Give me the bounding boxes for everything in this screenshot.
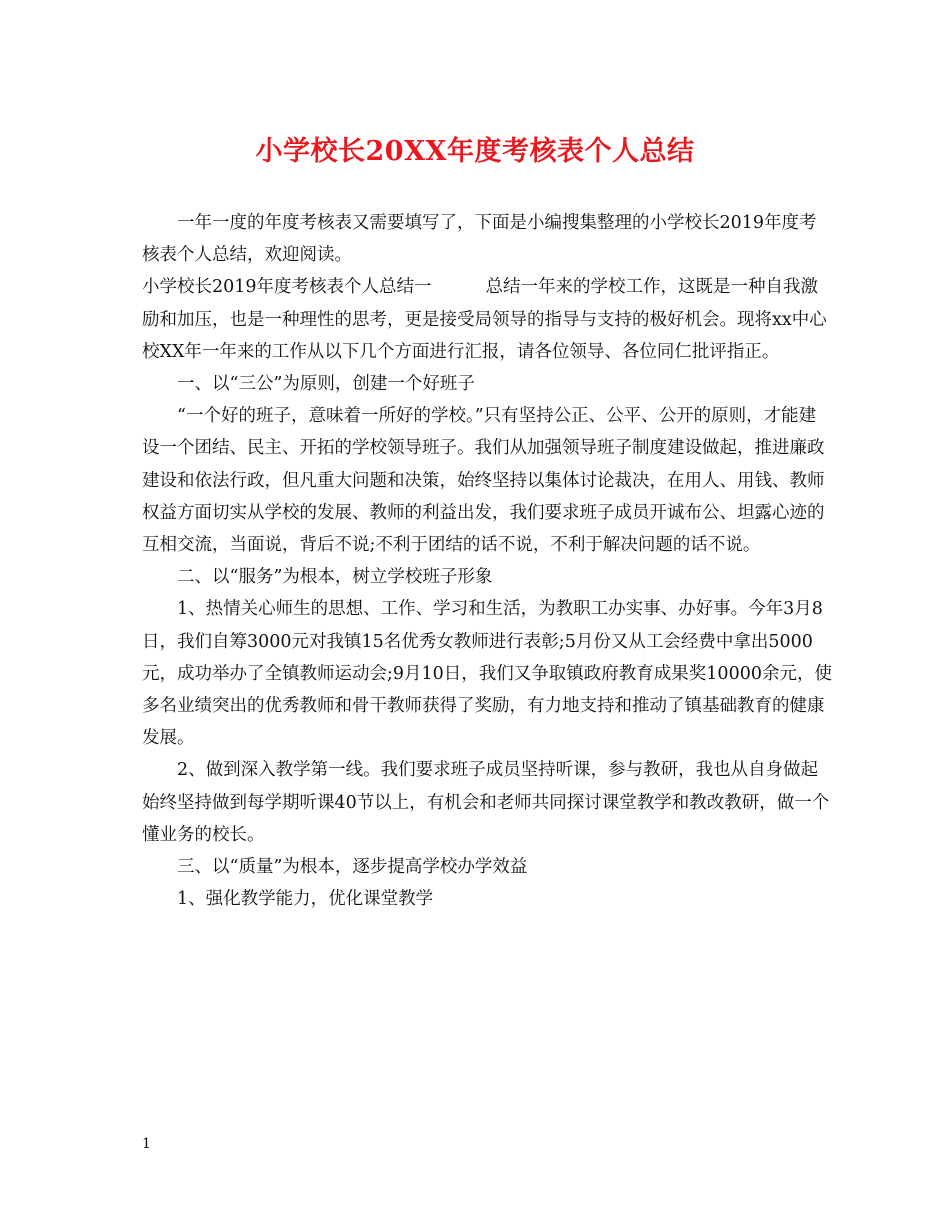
section-3-heading: 三、以“质量”为根本，逐步提高学校办学效益 [177, 857, 528, 878]
page-number: 1 [142, 1136, 151, 1152]
section-2-item-2: 2、做到深入教学第一线。我们要求班子成员坚持听课，参与教研，我也从自身做起始终坚持做到每学期听课40节以上，有机会和老师共同探讨课堂教学和教改教研，做一个懂业务的校长。 [142, 760, 830, 845]
section-2-heading: 二、以“服务”为根本，树立学校班子形象 [177, 567, 493, 588]
section-3-item-1: 1、强化教学能力，优化课堂教学 [177, 889, 434, 910]
subheading-line [142, 271, 832, 368]
subheading: 小学校长2019年度考核表个人总结一 [142, 277, 432, 298]
section-1-heading: 一、以“三公”为原则，创建一个好班子 [177, 374, 475, 395]
document-title: 小学校长20XX年度考核表个人总结 [255, 136, 695, 167]
section-1-paragraph: “一个好的班子，意味着一所好的学校。”只有坚持公正、公平、公开的原则，才能建设一个团结、民主、开拓的学校领导班子。我们从加强领导班子制度建设做起，推进廉政建设和依法行政，但凡重大问题和决策，始终坚持以集体讨论裁决，在用人、用钱、教师权益方面切实从学校的发展、教师的利益出发，我们要求班子成员开诚布公、坦露心迹的互相交流，当面说，背后不说;不利于团结的话不说，不利于解决问题的话不说。 [142, 406, 825, 556]
intro-paragraph: 一年一度的年度考核表又需要填写了，下面是小编搜集整理的小学校长2019年度考核表个人总结，欢迎阅读。 [142, 213, 817, 266]
opening-paragraph: 总结一年来的学校工作，这既是一种自我激励和加压，也是一种理性的思考，更是接受局领导的指导与支持的极好机会。现将xx中心校XX年一年来的工作从以下几个方面进行汇报，请各位领导、各位同仁批评指正。 [142, 277, 827, 362]
section-2-item-1: 1、热情关心师生的思想、工作、学习和生活，为教职工办实事、办好事。今年3月8日，我们自筹3000元对我镇15名优秀女教师进行表彰;5月份又从工会经费中拿出5000元，成功举办了全镇教师运动会;9月10日，我们又争取镇政府教育成果奖10000余元，使多名业绩突出的优秀教师和骨干教师获得了奖励，有力地支持和推动了镇基础教育的健康发展。 [142, 599, 832, 749]
document-body [142, 207, 832, 915]
